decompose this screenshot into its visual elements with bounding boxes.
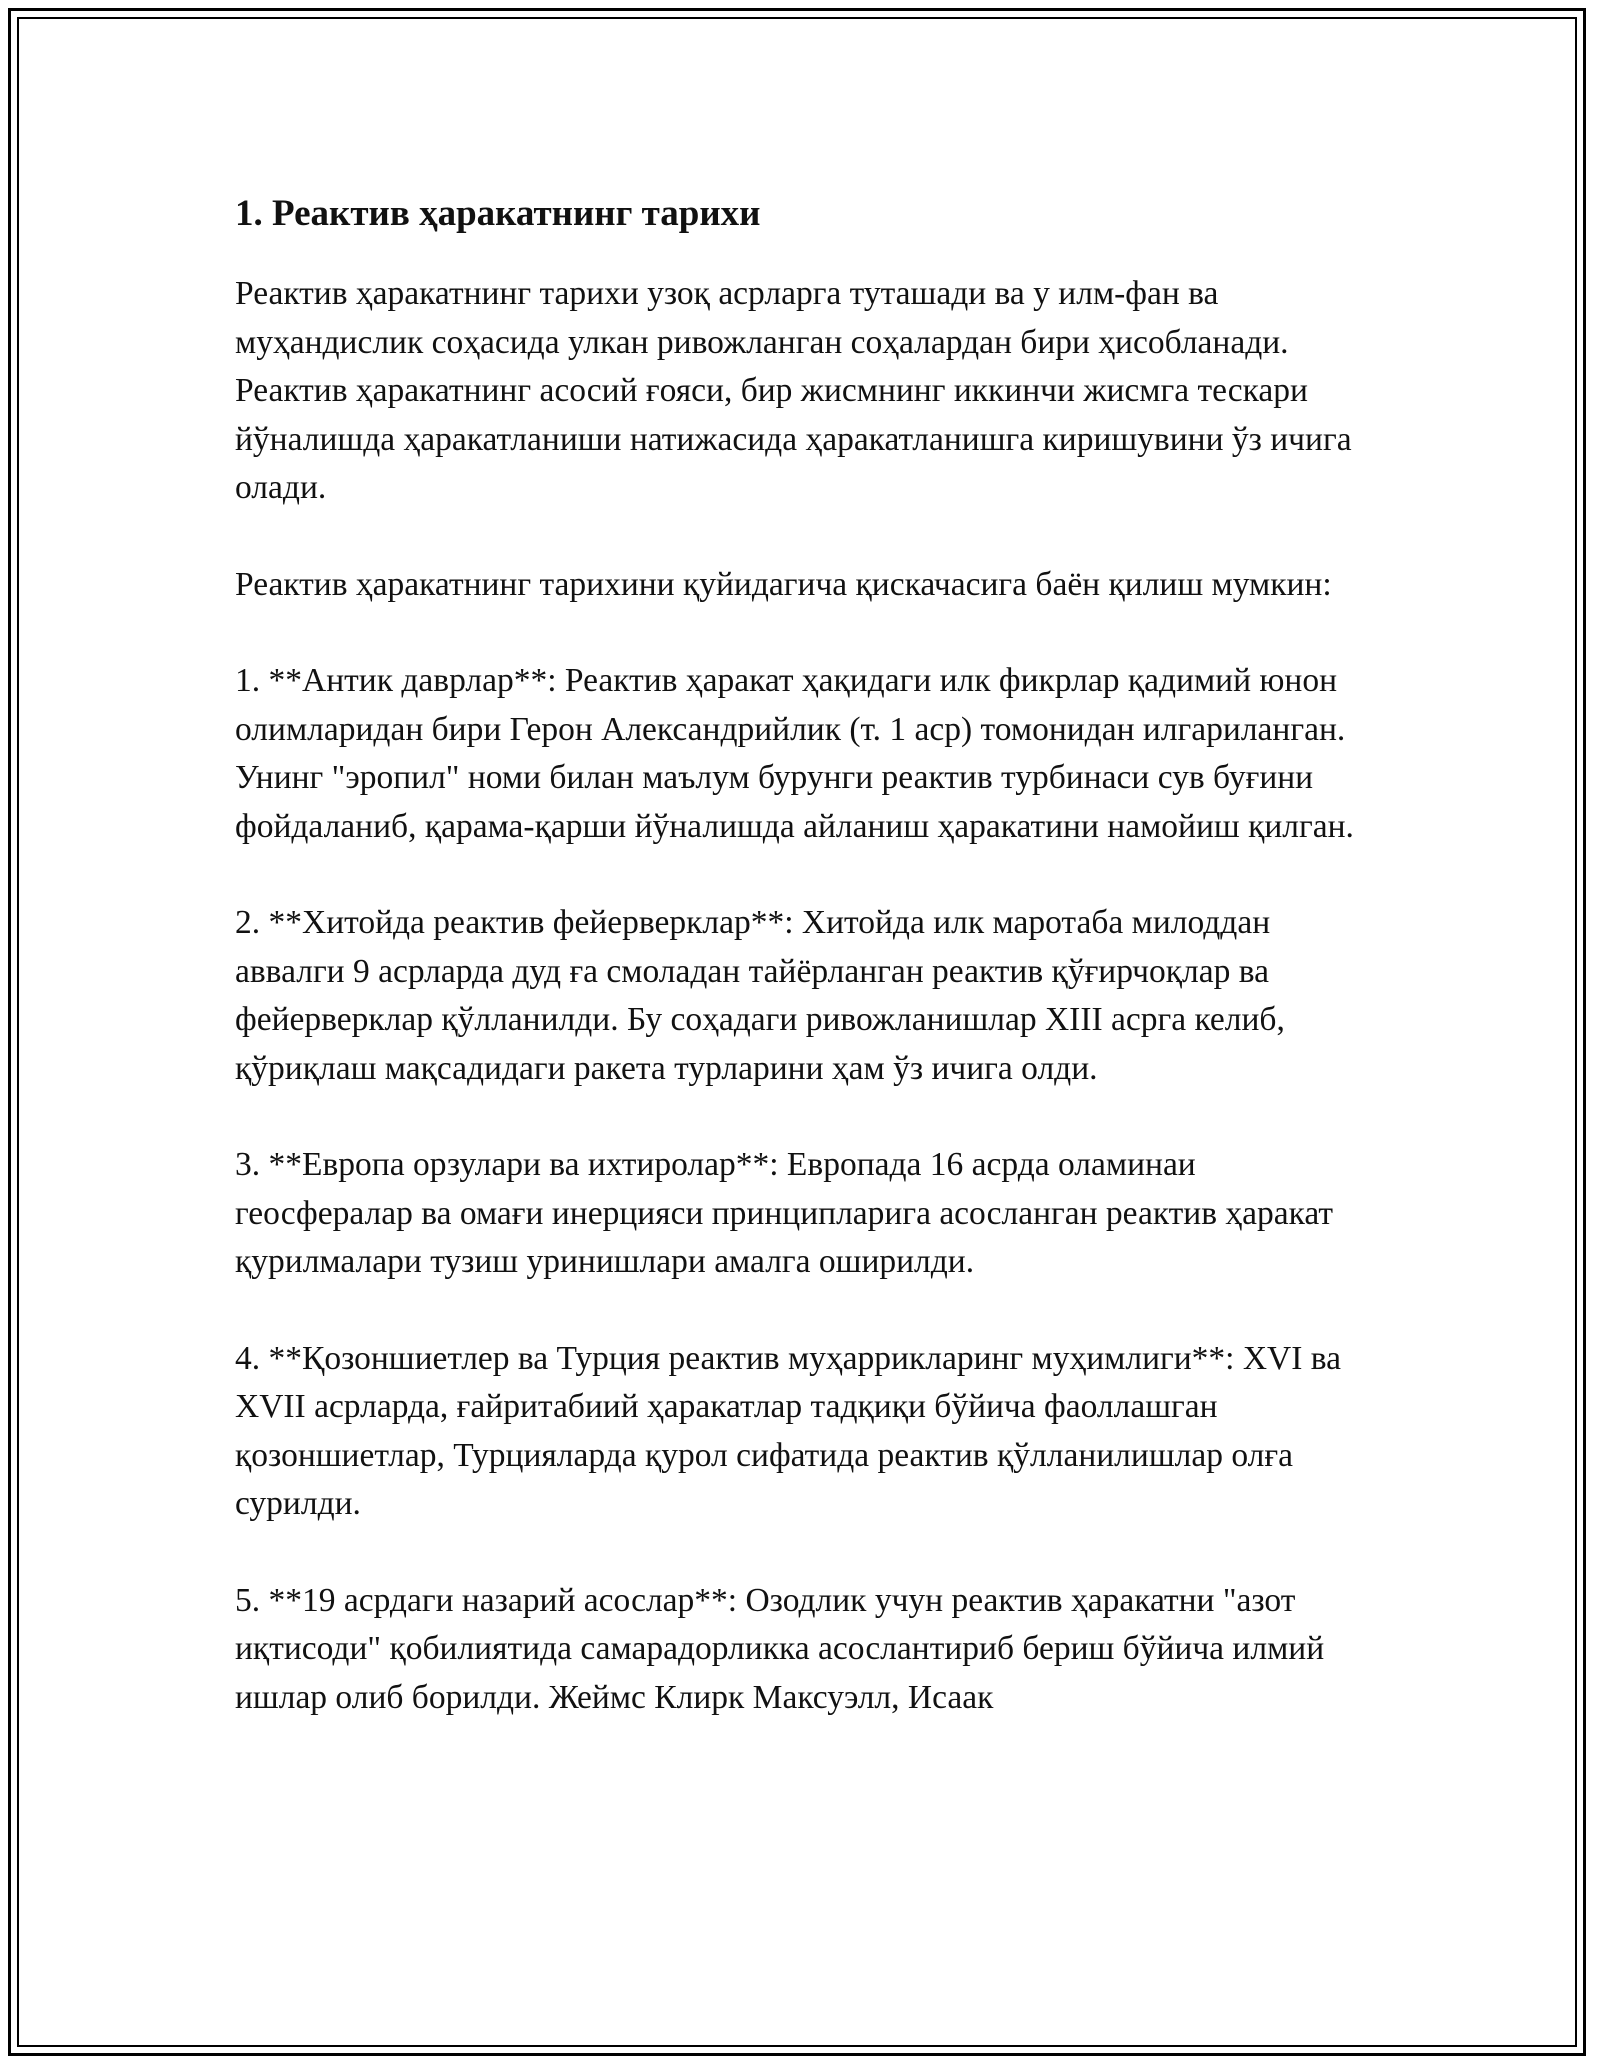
list-item-china: 2. **Хитойда реактив фейерверклар**: Хитойда илк маротаба милоддан аввалги 9 асрларда дуд ға смоладан тайёрланган реактив қўғирчоқлар ва фейерверклар қўлланилди. Бу соҳадаги ривожланишлар XIII асрга келиб, қўриқлаш мақсадидаги ракета турларини ҳам ўз ичига олди.	[235, 904, 1285, 1087]
list-item-europe: 3. **Европа орзулари ва ихтиролар**: Европада 16 асрда оламинаи геосфералар ва омағи инерцияси принципларига асосланган реактив ҳаракат қурилмалари тузиш уринишлари амалга оширилди.	[235, 1146, 1334, 1280]
document-title: 1. Реактив ҳаракатнинг тарихи	[235, 193, 761, 234]
list-item-turkey: 4. **Қозоншиетлер ва Турция реактив муҳаррикларинг муҳимлиги**: XVI ва XVII асрларда, ғайритабиий ҳаракатлар тадқиқи бўйича фаоллашган қозоншиетлар, Турцияларда қурол сифатида реактив қўлланилишлар олға сурилди.	[235, 1339, 1342, 1522]
list-item-antiquity: 1. **Антик даврлар**: Реактив ҳаракат ҳақидаги илк фикрлар қадимий юнон олимларидан бири Герон Александрийлик (т. 1 аср) томонидан илгариланган. Унинг "эропил" номи билан маълум бурунги реактив турбинаси сув буғини фойдаланиб, қарама-қарши йўналишда айланиш ҳаракатини намойиш қилган.	[235, 662, 1354, 845]
paragraph-intro: Реактив ҳаракатнинг тарихи узоқ асрларга туташади ва у илм-фан ва муҳандислик соҳасида улкан ривожланган соҳалардан бири ҳисобланади. Реактив ҳаракатнинг асосий ғояси, бир жисмнинг иккинчи жисмга тескари йўналишда ҳаракатланиши натижасида ҳаракатланишга киришувини ўз ичига олади.	[235, 275, 1352, 506]
list-item-19th-century: 5. **19 асрдаги назарий асослар**: Озодлик учун реактив ҳаракатни "азот иқтисоди" қобилиятида самарадорликка асослантириб бериш бўйича илмий ишлар олиб борилди. Жеймс Клирк Максуэлл, Исаак	[235, 1581, 1325, 1716]
document-body	[235, 188, 1365, 1770]
paragraph-summary-lead: Реактив ҳаракатнинг тарихини қуйидагича қискачасига баён қилиш мумкин:	[235, 565, 1332, 603]
